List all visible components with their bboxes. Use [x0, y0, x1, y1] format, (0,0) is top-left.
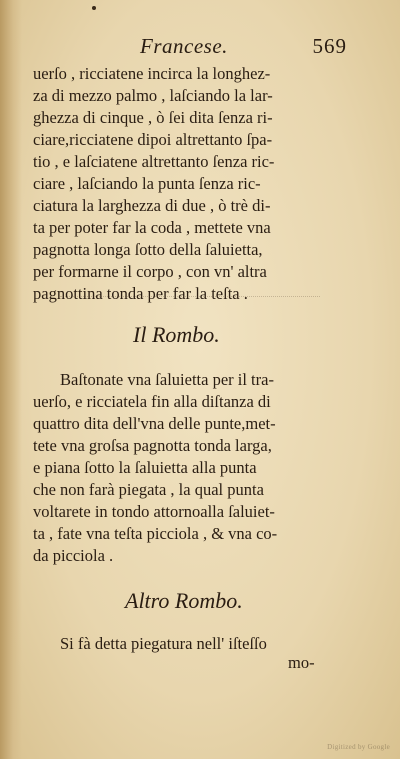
- body-line: voltarete in tondo attornoalla ſaluiet-: [33, 502, 275, 521]
- digitization-watermark: Digitized by Google: [327, 743, 390, 751]
- section-heading-altro-rombo: Altro Rombo.: [125, 588, 243, 613]
- body-line: ciare , laſciando la punta ſenza ric-: [33, 174, 261, 193]
- body-line: ta , fate vna teſta picciola , & vna co-: [33, 524, 278, 543]
- body-line: ta per poter far la coda , mettete vna: [33, 218, 271, 237]
- body-line: uerſo , ricciatene incirca la longhez-: [33, 64, 271, 83]
- body-line: uerſo, e ricciatela fin alla diſtanza di: [33, 392, 271, 411]
- body-line: Si fà detta piegatura nell' iſteſſo: [60, 634, 267, 653]
- body-line: za di mezzo palmo , laſciando la lar-: [33, 86, 273, 105]
- running-head: [40, 34, 345, 58]
- body-line: da picciola .: [33, 546, 114, 565]
- section-heading-il-rombo: Il Rombo.: [133, 322, 220, 347]
- body-line: pagnotta longa ſotto della ſaluietta,: [33, 240, 263, 259]
- body-line: Baſtonate vna ſaluietta per il tra-: [60, 370, 274, 389]
- body-line: che non farà piegata , la qual punta: [33, 480, 264, 499]
- bleed-through-texture: [60, 296, 320, 297]
- body-line: per formarne il corpo , con vn' altra: [33, 262, 267, 281]
- body-line: tete vna groſsa pagnotta tonda larga,: [33, 436, 272, 455]
- running-title: Francese.: [140, 34, 228, 58]
- body-line: ghezza di cinque , ò ſei dita ſenza ri-: [33, 108, 273, 127]
- page-number: 569: [312, 34, 347, 58]
- body-line: ciare,ricciatene dipoi altrettanto ſpa-: [33, 130, 273, 149]
- page-spine-shadow: [0, 0, 22, 759]
- body-line: pagnottina tonda per far la teſta .: [33, 284, 248, 303]
- catchword: mo-: [288, 653, 315, 672]
- body-line: ciatura la larghezza di due , ò trè di-: [33, 196, 271, 215]
- body-line: e piana ſotto la ſaluietta alla punta: [33, 458, 257, 477]
- ink-spot: [92, 6, 96, 10]
- body-line: tio , e laſciatene altrettanto ſenza ric-: [33, 152, 275, 171]
- body-line: quattro dita dell'vna delle punte,met-: [33, 414, 276, 433]
